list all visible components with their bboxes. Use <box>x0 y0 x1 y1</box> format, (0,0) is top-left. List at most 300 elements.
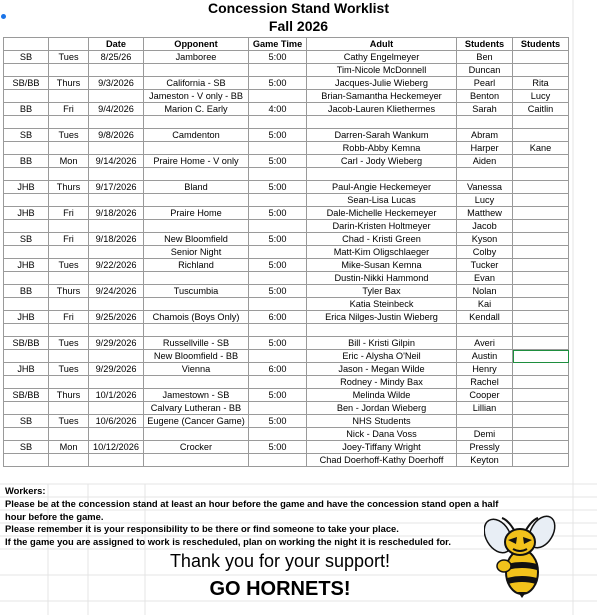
cell-adult[interactable] <box>307 324 457 337</box>
cell-student[interactable]: Jacob <box>457 220 513 233</box>
table-row <box>4 389 569 402</box>
table-row <box>4 116 569 129</box>
cell-adult[interactable]: Mike-Susan Kemna <box>307 259 457 272</box>
cell-opponent[interactable]: Richland <box>144 259 249 272</box>
cell-game-time[interactable] <box>249 428 307 441</box>
table-row <box>4 51 569 64</box>
cell-opponent[interactable]: Tuscumbia <box>144 285 249 298</box>
cell-student[interactable]: Pressly <box>457 441 513 454</box>
cell-opponent[interactable]: Crocker <box>144 441 249 454</box>
cell-student-2[interactable] <box>513 233 569 246</box>
cell-day[interactable]: Fri <box>49 233 89 246</box>
cell-date[interactable]: 9/24/2026 <box>89 285 144 298</box>
table-row <box>4 376 569 389</box>
cell-adult[interactable]: Darren-Sarah Wankum <box>307 129 457 142</box>
cell-student[interactable]: Aiden <box>457 155 513 168</box>
cell-student[interactable]: Pearl <box>457 77 513 90</box>
thanks-message: Thank you for your support! <box>169 551 391 571</box>
cell-day[interactable] <box>49 350 89 363</box>
cell-opponent[interactable]: Jameston - V only - BB <box>144 90 249 103</box>
cell-adult[interactable]: Carl - Jody Wieberg <box>307 155 457 168</box>
cell-student[interactable]: Nolan <box>457 285 513 298</box>
cell-student-2[interactable] <box>513 389 569 402</box>
cell-opponent[interactable] <box>144 428 249 441</box>
cell-game-time[interactable] <box>249 220 307 233</box>
cell-date[interactable]: 9/14/2026 <box>89 155 144 168</box>
cell-game-time[interactable]: 5:00 <box>249 415 307 428</box>
cell-day[interactable] <box>49 272 89 285</box>
table-row <box>4 337 569 350</box>
cell-date[interactable] <box>89 454 144 467</box>
cell-student-2[interactable] <box>513 116 569 129</box>
cell-student[interactable]: Matthew <box>457 207 513 220</box>
go-hornets-slogan: GO HORNETS! <box>209 578 351 600</box>
cell-student-2[interactable] <box>513 168 569 181</box>
cell-opponent[interactable] <box>144 64 249 77</box>
cell-sport[interactable] <box>4 90 49 103</box>
table-row <box>4 142 569 155</box>
cell-day[interactable] <box>49 168 89 181</box>
cell-student[interactable]: Henry <box>457 363 513 376</box>
cell-game-time[interactable]: 5:00 <box>249 207 307 220</box>
cell-opponent[interactable]: Chamois (Boys Only) <box>144 311 249 324</box>
column-header-students[interactable]: Students <box>457 38 513 51</box>
column-header-game-time[interactable]: Game Time <box>249 38 307 51</box>
cell-sport[interactable] <box>4 116 49 129</box>
column-header-sport[interactable] <box>4 38 49 51</box>
cell-game-time[interactable] <box>249 90 307 103</box>
table-row <box>4 168 569 181</box>
cell-day[interactable] <box>49 116 89 129</box>
cell-sport[interactable] <box>4 194 49 207</box>
cell-adult[interactable]: Robb-Abby Kemna <box>307 142 457 155</box>
cell-sport[interactable] <box>4 402 49 415</box>
cell-opponent[interactable]: Calvary Lutheran - BB <box>144 402 249 415</box>
cell-game-time[interactable]: 6:00 <box>249 311 307 324</box>
cell-sport[interactable] <box>4 142 49 155</box>
cell-student[interactable]: Kyson <box>457 233 513 246</box>
cell-student[interactable]: Ben <box>457 51 513 64</box>
cell-opponent[interactable]: Marion C. Early <box>144 103 249 116</box>
cell-opponent[interactable] <box>144 454 249 467</box>
cell-student[interactable]: Austin <box>457 350 513 363</box>
cell-student[interactable] <box>457 116 513 129</box>
cell-adult[interactable]: Brian-Samantha Heckemeyer <box>307 90 457 103</box>
cell-date[interactable] <box>89 194 144 207</box>
cell-adult[interactable]: Katia Steinbeck <box>307 298 457 311</box>
worklist-table <box>3 37 569 467</box>
cell-day[interactable] <box>49 142 89 155</box>
cell-opponent[interactable]: New Bloomfield <box>144 233 249 246</box>
cell-date[interactable]: 9/29/2026 <box>89 337 144 350</box>
cell-adult[interactable] <box>307 116 457 129</box>
cell-day[interactable]: Mon <box>49 155 89 168</box>
cell-game-time[interactable]: 6:00 <box>249 363 307 376</box>
cell-sport[interactable]: SB <box>4 51 49 64</box>
table-row <box>4 90 569 103</box>
cell-adult[interactable]: Chad Doerhoff-Kathy Doerhoff <box>307 454 457 467</box>
cell-game-time[interactable] <box>249 142 307 155</box>
cell-student-2[interactable] <box>513 246 569 259</box>
cell-student[interactable]: Benton <box>457 90 513 103</box>
cell-adult[interactable]: Rodney - Mindy Bax <box>307 376 457 389</box>
cell-day[interactable]: Tues <box>49 337 89 350</box>
table-row <box>4 311 569 324</box>
cell-opponent[interactable] <box>144 142 249 155</box>
cell-student-2[interactable] <box>513 285 569 298</box>
cell-day[interactable]: Fri <box>49 311 89 324</box>
table-row <box>4 402 569 415</box>
cell-day[interactable]: Tues <box>49 129 89 142</box>
cell-sport[interactable] <box>4 428 49 441</box>
table-row <box>4 103 569 116</box>
cell-adult[interactable]: Sean-Lisa Lucas <box>307 194 457 207</box>
table-row <box>4 207 569 220</box>
cell-sport[interactable] <box>4 376 49 389</box>
cell-student-2[interactable]: Rita <box>513 77 569 90</box>
cell-adult[interactable]: Cathy Engelmeyer <box>307 51 457 64</box>
cell-student[interactable]: Lucy <box>457 194 513 207</box>
cell-student-2[interactable] <box>513 129 569 142</box>
cell-day[interactable]: Thurs <box>49 285 89 298</box>
cell-student-2[interactable] <box>513 298 569 311</box>
cell-adult[interactable]: Erica Nilges-Justin Wieberg <box>307 311 457 324</box>
column-header-opponent[interactable]: Opponent <box>144 38 249 51</box>
cell-game-time[interactable]: 5:00 <box>249 337 307 350</box>
cell-adult[interactable]: Tim-Nicole McDonnell <box>307 64 457 77</box>
cell-student-2[interactable] <box>513 155 569 168</box>
cell-date[interactable]: 9/18/2026 <box>89 207 144 220</box>
cell-date[interactable]: 9/4/2026 <box>89 103 144 116</box>
cell-date[interactable] <box>89 324 144 337</box>
cell-student[interactable]: Evan <box>457 272 513 285</box>
cell-opponent[interactable]: California - SB <box>144 77 249 90</box>
cell-opponent[interactable]: Eugene (Cancer Game) <box>144 415 249 428</box>
cell-adult[interactable]: Chad - Kristi Green <box>307 233 457 246</box>
cell-sport[interactable] <box>4 64 49 77</box>
cell-student[interactable]: Duncan <box>457 64 513 77</box>
cell-adult[interactable]: Joey-Tiffany Wright <box>307 441 457 454</box>
cell-game-time[interactable]: 5:00 <box>249 181 307 194</box>
selection-handle[interactable] <box>1 14 6 19</box>
cell-day[interactable] <box>49 428 89 441</box>
cell-adult[interactable]: Dale-Michelle Heckemeyer <box>307 207 457 220</box>
table-row <box>4 155 569 168</box>
cell-student[interactable]: Colby <box>457 246 513 259</box>
cell-day[interactable]: Fri <box>49 207 89 220</box>
cell-sport[interactable] <box>4 220 49 233</box>
cell-student-2[interactable] <box>513 64 569 77</box>
cell-sport[interactable] <box>4 298 49 311</box>
cell-date[interactable] <box>89 350 144 363</box>
table-row <box>4 285 569 298</box>
cell-student[interactable]: Demi <box>457 428 513 441</box>
cell-day[interactable]: Tues <box>49 363 89 376</box>
cell-date[interactable] <box>89 142 144 155</box>
cell-adult[interactable]: Jacques-Julie Wieberg <box>307 77 457 90</box>
cell-opponent[interactable]: Russellville - SB <box>144 337 249 350</box>
cell-game-time[interactable]: 5:00 <box>249 77 307 90</box>
cell-day[interactable] <box>49 64 89 77</box>
cell-game-time[interactable] <box>249 168 307 181</box>
cell-sport[interactable] <box>4 168 49 181</box>
table-row <box>4 259 569 272</box>
cell-student[interactable]: Harper <box>457 142 513 155</box>
cell-game-time[interactable]: 5:00 <box>249 155 307 168</box>
cell-student-2[interactable] <box>513 181 569 194</box>
cell-sport[interactable]: SB/BB <box>4 389 49 402</box>
cell-day[interactable] <box>49 220 89 233</box>
cell-date[interactable]: 10/1/2026 <box>89 389 144 402</box>
cell-sport[interactable] <box>4 324 49 337</box>
cell-date[interactable]: 9/25/2026 <box>89 311 144 324</box>
cell-student-2[interactable]: Kane <box>513 142 569 155</box>
cell-opponent[interactable] <box>144 220 249 233</box>
cell-student[interactable]: Keyton <box>457 454 513 467</box>
cell-student-2[interactable] <box>513 441 569 454</box>
cell-student-2[interactable] <box>513 194 569 207</box>
cell-sport[interactable]: SB/BB <box>4 337 49 350</box>
cell-opponent[interactable] <box>144 194 249 207</box>
cell-student-2[interactable]: Lucy <box>513 90 569 103</box>
cell-sport[interactable]: SB/BB <box>4 77 49 90</box>
cell-sport[interactable] <box>4 272 49 285</box>
cell-day[interactable]: Tues <box>49 51 89 64</box>
cell-date[interactable] <box>89 298 144 311</box>
cell-day[interactable]: Thurs <box>49 181 89 194</box>
cell-student-2[interactable] <box>513 363 569 376</box>
cell-sport[interactable]: JHB <box>4 363 49 376</box>
cell-opponent[interactable] <box>144 272 249 285</box>
notes-heading: Workers: <box>5 485 46 496</box>
cell-opponent[interactable] <box>144 298 249 311</box>
cell-opponent[interactable]: Bland <box>144 181 249 194</box>
cell-adult[interactable]: Matt-Kim Oligschlaeger <box>307 246 457 259</box>
cell-sport[interactable]: BB <box>4 155 49 168</box>
notes-line-2: Please remember it is your responsibility to be there or find someone to take your place. <box>5 523 399 535</box>
cell-game-time[interactable]: 5:00 <box>249 441 307 454</box>
cell-student-2[interactable] <box>513 402 569 415</box>
cell-date[interactable]: 8/25/26 <box>89 51 144 64</box>
cell-sport[interactable]: SB <box>4 129 49 142</box>
cell-student-2[interactable] <box>513 324 569 337</box>
cell-opponent[interactable] <box>144 324 249 337</box>
table-row <box>4 64 569 77</box>
cell-sport[interactable]: BB <box>4 103 49 116</box>
cell-student[interactable] <box>457 324 513 337</box>
table-row <box>4 194 569 207</box>
table-row <box>4 363 569 376</box>
table-row <box>4 324 569 337</box>
cell-student[interactable]: Kendall <box>457 311 513 324</box>
notes-line-1: Please be at the concession stand at least an hour before the game and have the concession stand open a half hour before the game. <box>5 497 499 522</box>
cell-adult[interactable]: Jacob-Lauren Kliethermes <box>307 103 457 116</box>
cell-date[interactable] <box>89 64 144 77</box>
cell-game-time[interactable] <box>249 246 307 259</box>
cell-sport[interactable]: SB <box>4 233 49 246</box>
cell-adult[interactable]: Jason - Megan Wilde <box>307 363 457 376</box>
cell-game-time[interactable] <box>249 194 307 207</box>
cell-student[interactable] <box>457 415 513 428</box>
column-header-day[interactable] <box>49 38 89 51</box>
cell-student-2[interactable]: Caitlin <box>513 103 569 116</box>
cell-day[interactable] <box>49 454 89 467</box>
cell-adult[interactable]: Dustin-Nikki Hammond <box>307 272 457 285</box>
cell-date[interactable]: 9/3/2026 <box>89 77 144 90</box>
cell-student[interactable]: Vanessa <box>457 181 513 194</box>
cell-opponent[interactable]: Jamboree <box>144 51 249 64</box>
cell-game-time[interactable]: 5:00 <box>249 233 307 246</box>
cell-opponent[interactable]: Camdenton <box>144 129 249 142</box>
header-row <box>4 38 569 51</box>
cell-game-time[interactable] <box>249 376 307 389</box>
column-header-students-2[interactable]: Students <box>513 38 569 51</box>
cell-student[interactable]: Tucker <box>457 259 513 272</box>
cell-game-time[interactable] <box>249 116 307 129</box>
cell-sport[interactable]: BB <box>4 285 49 298</box>
cell-day[interactable]: Thurs <box>49 77 89 90</box>
cell-opponent[interactable] <box>144 168 249 181</box>
cell-date[interactable] <box>89 376 144 389</box>
column-header-date[interactable]: Date <box>89 38 144 51</box>
cell-adult[interactable]: Paul-Angie Heckemeyer <box>307 181 457 194</box>
cell-opponent[interactable]: Jamestown - SB <box>144 389 249 402</box>
table-body <box>4 51 569 467</box>
cell-opponent[interactable]: New Bloomfield - BB <box>144 350 249 363</box>
cell-date[interactable] <box>89 90 144 103</box>
cell-day[interactable] <box>49 298 89 311</box>
cell-adult[interactable]: Melinda Wilde <box>307 389 457 402</box>
cell-date[interactable]: 9/29/2026 <box>89 363 144 376</box>
cell-day[interactable] <box>49 246 89 259</box>
cell-opponent[interactable]: Senior Night <box>144 246 249 259</box>
cell-game-time[interactable] <box>249 272 307 285</box>
cell-game-time[interactable]: 5:00 <box>249 389 307 402</box>
cell-date[interactable] <box>89 168 144 181</box>
cell-student-2[interactable] <box>513 350 569 363</box>
cell-student-2[interactable] <box>513 311 569 324</box>
column-header-adult[interactable]: Adult <box>307 38 457 51</box>
cell-date[interactable] <box>89 402 144 415</box>
cell-adult[interactable]: Darin-Kristen Holtmeyer <box>307 220 457 233</box>
cell-sport[interactable] <box>4 246 49 259</box>
cell-sport[interactable]: JHB <box>4 311 49 324</box>
cell-adult[interactable]: Bill - Kristi Gilpin <box>307 337 457 350</box>
cell-student[interactable]: Averi <box>457 337 513 350</box>
cell-sport[interactable]: SB <box>4 441 49 454</box>
cell-day[interactable] <box>49 90 89 103</box>
cell-student[interactable] <box>457 168 513 181</box>
cell-student-2[interactable] <box>513 428 569 441</box>
cell-student-2[interactable] <box>513 207 569 220</box>
cell-game-time[interactable]: 5:00 <box>249 259 307 272</box>
cell-sport[interactable] <box>4 350 49 363</box>
cell-day[interactable] <box>49 376 89 389</box>
cell-student[interactable]: Lillian <box>457 402 513 415</box>
cell-game-time[interactable]: 5:00 <box>249 129 307 142</box>
cell-student-2[interactable] <box>513 337 569 350</box>
cell-student[interactable]: Cooper <box>457 389 513 402</box>
cell-day[interactable] <box>49 324 89 337</box>
cell-day[interactable]: Fri <box>49 103 89 116</box>
cell-game-time[interactable] <box>249 324 307 337</box>
cell-opponent[interactable] <box>144 116 249 129</box>
cell-game-time[interactable] <box>249 402 307 415</box>
cell-sport[interactable]: JHB <box>4 207 49 220</box>
cell-date[interactable] <box>89 116 144 129</box>
table-row <box>4 220 569 233</box>
cell-adult[interactable]: Nick - Dana Voss <box>307 428 457 441</box>
cell-day[interactable]: Tues <box>49 259 89 272</box>
cell-sport[interactable]: JHB <box>4 259 49 272</box>
cell-date[interactable]: 9/22/2026 <box>89 259 144 272</box>
cell-student[interactable]: Rachel <box>457 376 513 389</box>
cell-date[interactable]: 10/6/2026 <box>89 415 144 428</box>
cell-adult[interactable] <box>307 168 457 181</box>
cell-student-2[interactable] <box>513 259 569 272</box>
cell-student[interactable]: Kai <box>457 298 513 311</box>
cell-sport[interactable] <box>4 454 49 467</box>
cell-date[interactable] <box>89 428 144 441</box>
cell-day[interactable]: Mon <box>49 441 89 454</box>
cell-game-time[interactable] <box>249 298 307 311</box>
table-row <box>4 246 569 259</box>
table-row <box>4 350 569 363</box>
cell-student-2[interactable] <box>513 272 569 285</box>
cell-student[interactable]: Sarah <box>457 103 513 116</box>
cell-game-time[interactable]: 5:00 <box>249 285 307 298</box>
cell-adult[interactable]: NHS Students <box>307 415 457 428</box>
cell-date[interactable] <box>89 246 144 259</box>
cell-date[interactable]: 9/8/2026 <box>89 129 144 142</box>
cell-opponent[interactable] <box>144 376 249 389</box>
cell-game-time[interactable] <box>249 350 307 363</box>
cell-day[interactable] <box>49 194 89 207</box>
cell-date[interactable]: 9/18/2026 <box>89 233 144 246</box>
cell-date[interactable]: 10/12/2026 <box>89 441 144 454</box>
cell-game-time[interactable]: 4:00 <box>249 103 307 116</box>
cell-date[interactable] <box>89 272 144 285</box>
cell-student[interactable]: Abram <box>457 129 513 142</box>
cell-student-2[interactable] <box>513 220 569 233</box>
table-row <box>4 181 569 194</box>
cell-sport[interactable]: JHB <box>4 181 49 194</box>
cell-adult[interactable]: Eric - Alysha O'Neil <box>307 350 457 363</box>
page-subtitle: Fall 2026 <box>268 18 329 34</box>
cell-student-2[interactable] <box>513 51 569 64</box>
cell-date[interactable]: 9/17/2026 <box>89 181 144 194</box>
cell-game-time[interactable] <box>249 64 307 77</box>
cell-student-2[interactable] <box>513 454 569 467</box>
cell-day[interactable]: Tues <box>49 415 89 428</box>
cell-adult[interactable]: Ben - Jordan Wieberg <box>307 402 457 415</box>
notes-line-3: If the game you are assigned to work is rescheduled, plan on working the night it is rescheduled for. <box>5 536 451 548</box>
cell-opponent[interactable]: Praire Home <box>144 207 249 220</box>
cell-day[interactable] <box>49 402 89 415</box>
cell-game-time[interactable] <box>249 454 307 467</box>
cell-adult[interactable]: Tyler Bax <box>307 285 457 298</box>
cell-opponent[interactable]: Vienna <box>144 363 249 376</box>
cell-sport[interactable]: SB <box>4 415 49 428</box>
cell-student-2[interactable] <box>513 376 569 389</box>
cell-student-2[interactable] <box>513 415 569 428</box>
cell-date[interactable] <box>89 220 144 233</box>
table-row <box>4 441 569 454</box>
cell-day[interactable]: Thurs <box>49 389 89 402</box>
cell-opponent[interactable]: Praire Home - V only <box>144 155 249 168</box>
cell-game-time[interactable]: 5:00 <box>249 51 307 64</box>
table-row <box>4 272 569 285</box>
